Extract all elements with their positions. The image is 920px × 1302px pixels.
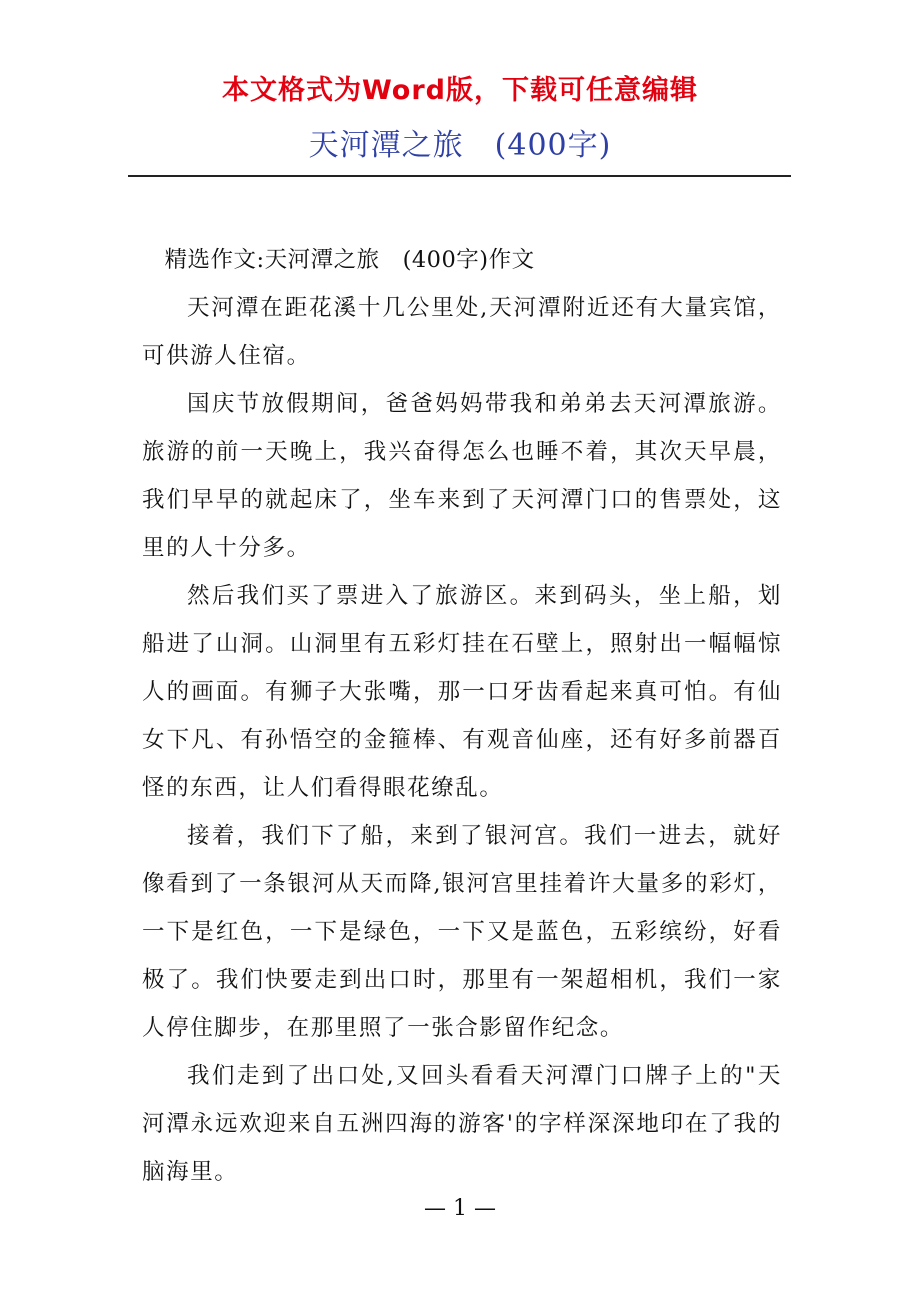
paragraph-5: 我们走到了出口处,又回头看看天河潭门口牌子上的"天河潭永远欢迎来自五洲四海的游客'的字样深深地印在了我的脑海里。	[142, 1063, 782, 1185]
paragraph-2: 国庆节放假期间，爸爸妈妈带我和弟弟去天河潭旅游。旅游的前一天晚上，我兴奋得怎么也睡不着，其次天早晨，我们早早的就起床了，坐车来到了天河潭门口的售票处，这里的人十分多。	[142, 391, 782, 561]
paragraph-3: 然后我们买了票进入了旅游区。来到码头，坐上船，划船进了山洞。山洞里有五彩灯挂在石壁上，照射出一幅幅惊人的画面。有狮子大张嘴，那一口牙齿看起来真可怕。有仙女下凡、有孙悟空的金箍棒、有观音仙座，还有好多前器百怪的东西，让人们看得眼花缭乱。	[142, 583, 782, 801]
word-format-banner: 本文格式为Word版，下载可任意编辑	[221, 75, 698, 106]
essay-body	[142, 236, 782, 1196]
document-title: 天河潭之旅 (400字)	[308, 128, 612, 163]
paragraph-1: 天河潭在距花溪十几公里处,天河潭附近还有大量宾馆，可供游人住宿。	[142, 295, 782, 369]
title-divider	[128, 175, 791, 177]
page-number: — 1 —	[424, 1196, 496, 1221]
paragraph-4: 接着，我们下了船，来到了银河宫。我们一进去，就好像看到了一条银河从天而降,银河宫里挂着许大量多的彩灯，一下是红色，一下是绿色，一下又是蓝色，五彩缤纷，好看极了。我们快要走到出口时，那里有一架超相机，我们一家人停住脚步，在那里照了一张合影留作纪念。	[142, 823, 782, 1041]
essay-lead-line: 精选作文:天河潭之旅 (400字)作文	[164, 247, 535, 273]
